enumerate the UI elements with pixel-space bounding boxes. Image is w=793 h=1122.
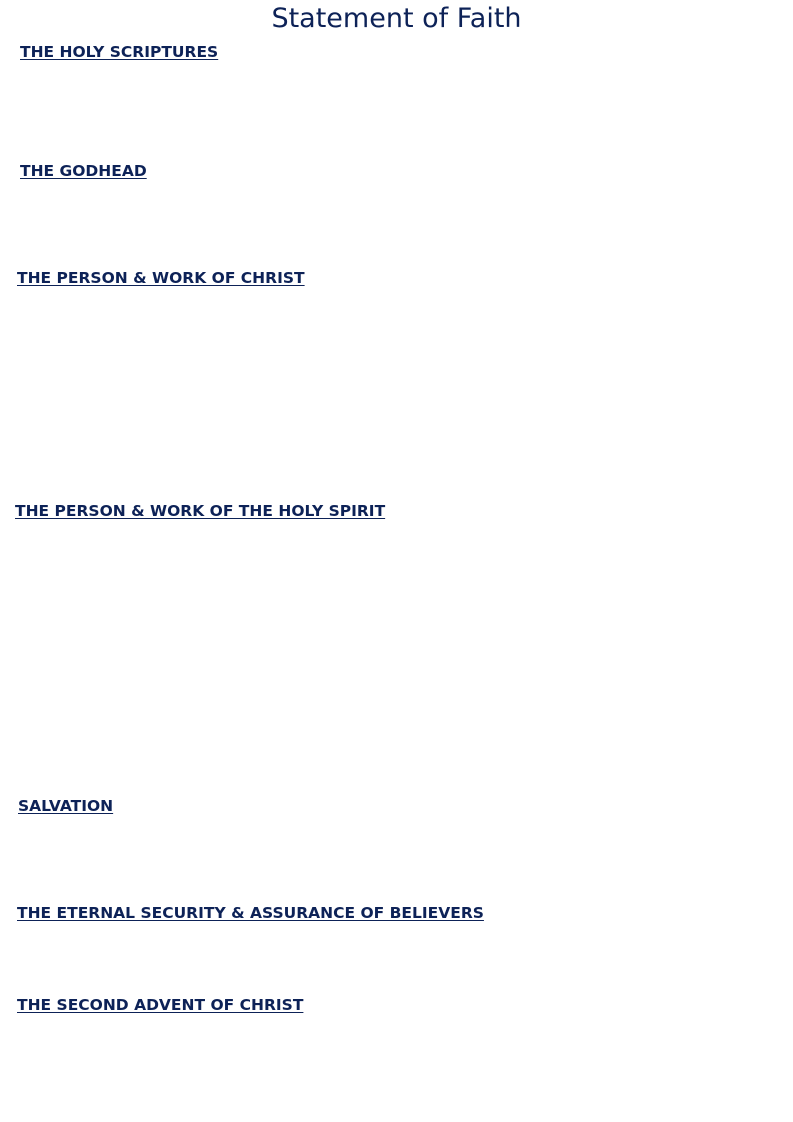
section-heading-person-work-of-christ: THE PERSON & WORK OF CHRIST	[17, 269, 305, 287]
section-heading-person-work-of-holy-spirit: THE PERSON & WORK OF THE HOLY SPIRIT	[15, 502, 386, 520]
section-heading-godhead: THE GODHEAD	[20, 162, 147, 180]
page-title: Statement of Faith	[271, 3, 522, 34]
section-heading-second-advent: THE SECOND ADVENT OF CHRIST	[17, 996, 304, 1014]
section-heading-eternal-security: THE ETERNAL SECURITY & ASSURANCE OF BELIEVERS	[17, 904, 484, 922]
section-heading-salvation: SALVATION	[18, 797, 114, 815]
section-heading-holy-scriptures: THE HOLY SCRIPTURES	[20, 43, 219, 61]
